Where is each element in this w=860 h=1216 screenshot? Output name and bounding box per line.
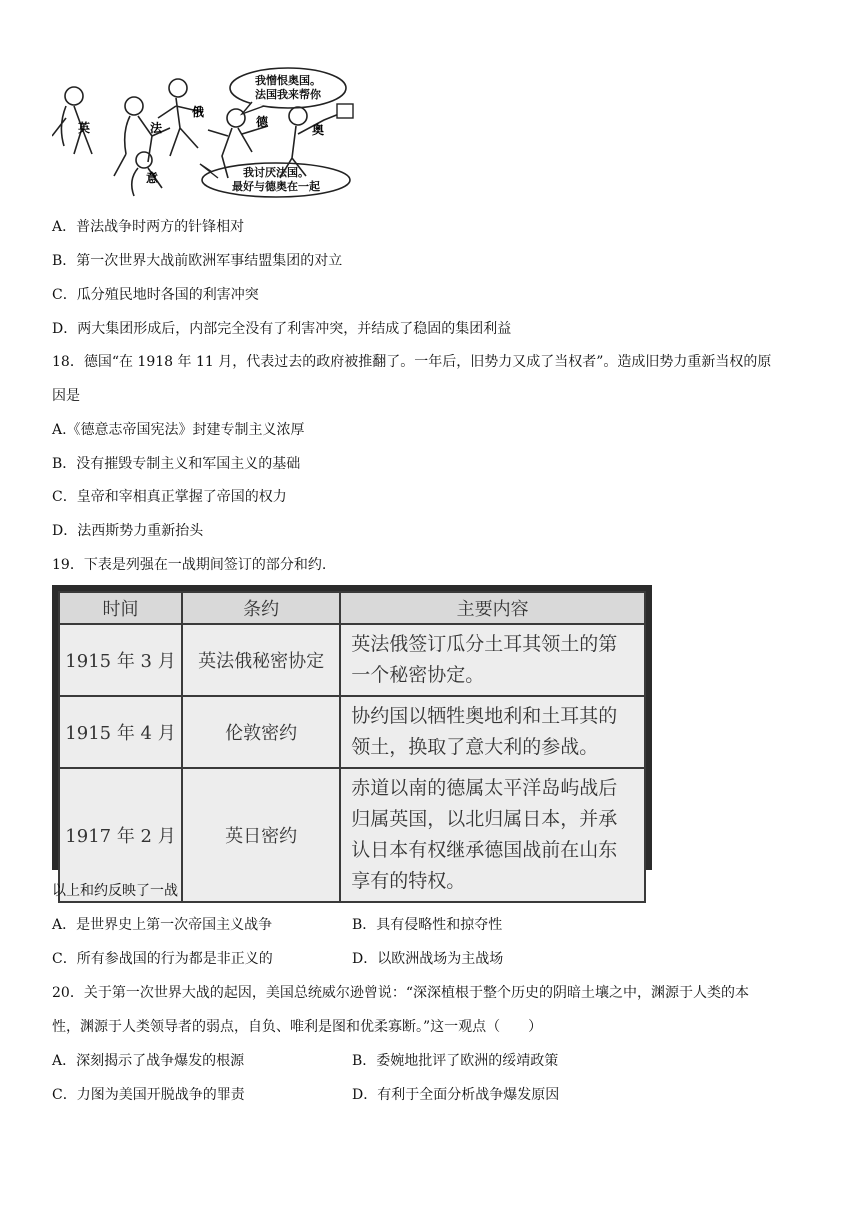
treaty-table xyxy=(58,591,646,903)
q19-option-a: A．是世界史上第一次帝国主义战争 xyxy=(52,917,273,933)
q20-stem-line2: 性，渊源于人类领导者的弱点，自负、唯利是图和优柔寡断。”这一观点（ ） xyxy=(52,1019,543,1035)
content-line: 协约国以牺牲奥地利和土耳其的 xyxy=(351,705,618,727)
bubble-bottom-line1: 我讨厌法国。 xyxy=(243,166,309,179)
q17-option-a: A．普法战争时两方的针锋相对 xyxy=(52,219,245,235)
table-header: 条约 xyxy=(182,592,340,624)
q20-option-a: A．深刻揭示了战争爆发的根源 xyxy=(52,1053,245,1069)
q20-option-c: C．力图为美国开脱战争的罪责 xyxy=(52,1087,245,1103)
row-treaty: 伦敦密约 xyxy=(182,696,340,768)
bubble-top-line1: 我憎恨奥国。 xyxy=(255,74,321,87)
content-line: 享有的特权。 xyxy=(351,870,466,892)
table-header: 时间 xyxy=(59,592,182,624)
content-line: 领土，换取了意大利的参战。 xyxy=(351,736,599,758)
table-row xyxy=(59,624,645,696)
political-cartoon xyxy=(52,66,362,198)
q18-stem-line1: 18．德国“在 1918 年 11 月，代表过去的政府被推翻了。一年后，旧势力又成了当权者”。造成旧势力重新当权的原 xyxy=(52,354,772,370)
q17-option-b: B．第一次世界大战前欧洲军事结盟集团的对立 xyxy=(52,253,343,269)
row-time: 1915 年 3 月 xyxy=(59,624,182,696)
table-row xyxy=(59,696,645,768)
row-time: 1915 年 4 月 xyxy=(59,696,182,768)
q17-option-c: C．瓜分殖民地时各国的利害冲突 xyxy=(52,287,259,303)
table-header-row xyxy=(59,592,645,624)
q19-option-c: C．所有参战国的行为都是非正义的 xyxy=(52,951,273,967)
q18-option-c: C．皇帝和宰相真正掌握了帝国的权力 xyxy=(52,489,287,505)
content-line: 归属英国，以北归属日本，并承 xyxy=(351,808,618,830)
q19-option-b: B．具有侵略性和掠夺性 xyxy=(352,917,503,933)
q18-option-a: A.《德意志帝国宪法》封建专制主义浓厚 xyxy=(52,422,305,438)
q18-stem-line2: 因是 xyxy=(52,388,80,404)
q18-option-b: B．没有摧毁专制主义和军国主义的基础 xyxy=(52,456,301,472)
row-content xyxy=(340,624,645,696)
bubble-bottom-line2: 最好与德奥在一起 xyxy=(232,180,320,193)
row-content xyxy=(340,696,645,768)
row-content xyxy=(340,768,645,902)
label-de: 德 xyxy=(256,115,269,129)
label-yi: 意 xyxy=(146,171,159,185)
q20-option-b: B．委婉地批评了欧洲的绥靖政策 xyxy=(352,1053,559,1069)
row-treaty: 英日密约 xyxy=(182,768,340,902)
label-ao: 奥 xyxy=(312,123,325,137)
q18-option-d: D．法西斯势力重新抬头 xyxy=(52,523,204,539)
row-treaty: 英法俄秘密协定 xyxy=(182,624,340,696)
q19-option-d: D．以欧洲战场为主战场 xyxy=(352,951,504,967)
content-line: 认日本有权继承德国战前在山东 xyxy=(351,839,618,861)
bubble-top-line2: 法国我来帮你 xyxy=(255,88,321,101)
content-line: 一个秘密协定。 xyxy=(351,664,485,686)
content-line: 英法俄签订瓜分土耳其领土的第 xyxy=(351,633,618,655)
label-fa: 法 xyxy=(150,121,163,135)
label-e: 俄 xyxy=(192,105,205,119)
q20-stem-line1: 20．关于第一次世界大战的起因，美国总统威尔逊曾说：“深深植根于整个历史的阴暗土壤之中，渊源于人类的本 xyxy=(52,985,749,1001)
row-time: 1917 年 2 月 xyxy=(59,768,182,902)
q19-stem: 19．下表是列强在一战期间签订的部分和约. xyxy=(52,557,327,573)
q17-option-d: D．两大集团形成后，内部完全没有了利害冲突，并结成了稳固的集团利益 xyxy=(52,321,512,337)
table-header: 主要内容 xyxy=(340,592,645,624)
q19-after: 以上和约反映了一战 xyxy=(52,883,178,899)
content-line: 赤道以南的德属太平洋岛屿战后 xyxy=(351,777,618,799)
label-ying: 英 xyxy=(78,121,91,135)
q20-option-d: D．有利于全面分析战争爆发原因 xyxy=(352,1087,560,1103)
